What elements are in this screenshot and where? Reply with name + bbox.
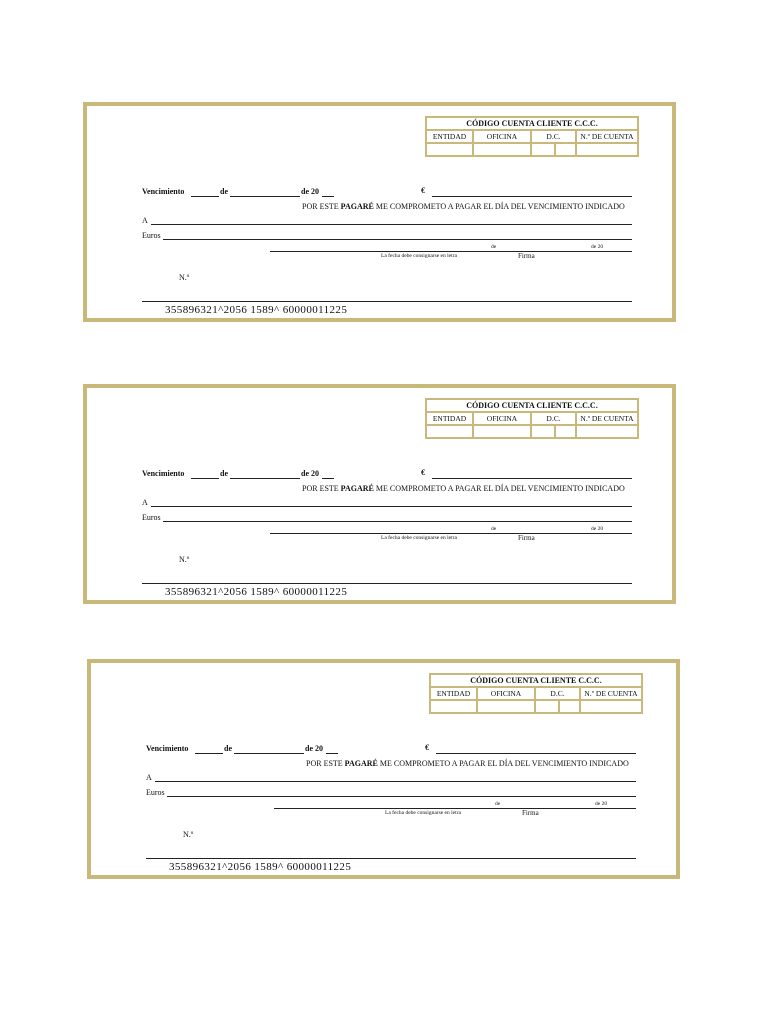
vencimiento-day-line[interactable]	[195, 753, 223, 754]
ccc-title: CÓDIGO CUENTA CLIENTE C.C.C.	[427, 118, 637, 131]
amount-line[interactable]	[432, 196, 632, 197]
ccc-dc-field-2[interactable]	[560, 701, 581, 712]
ccc-cuenta-field[interactable]	[581, 701, 641, 712]
vencimiento-label: Vencimiento	[142, 469, 185, 478]
ccc-header-oficina: OFICINA	[474, 413, 532, 424]
de20-label: de 20	[305, 744, 323, 753]
vencimiento-month-line[interactable]	[234, 753, 304, 754]
numero-label: N.º	[179, 555, 190, 564]
date-de-label: de	[491, 526, 497, 532]
ccc-header-oficina: OFICINA	[474, 131, 532, 142]
ccc-dc-field-2[interactable]	[556, 426, 577, 437]
signature-base-line	[142, 301, 632, 302]
vencimiento-month-line[interactable]	[230, 478, 300, 479]
ccc-table	[425, 398, 639, 439]
numero-label: N.º	[179, 273, 190, 282]
ccc-header-row	[427, 131, 637, 144]
signature-base-line	[146, 858, 636, 859]
ccc-dc-field-2[interactable]	[556, 144, 577, 155]
de20-label: de 20	[301, 469, 319, 478]
euro-symbol: €	[421, 186, 425, 195]
date-de-label: de	[491, 244, 497, 250]
ccc-header-dc: D.C.	[532, 131, 577, 142]
ccc-oficina-field[interactable]	[474, 426, 532, 437]
fecha-note: La fecha debe consignarse en letra	[381, 253, 457, 259]
bank-code-line: 355896321^2056 1589^ 60000011225	[169, 861, 352, 873]
date-line[interactable]	[270, 251, 632, 252]
promise-text: POR ESTE PAGARÉ ME COMPROMETO A PAGAR EL DÍA DEL VENCIMIENTO INDICADO	[302, 484, 625, 493]
promissory-note	[83, 102, 676, 322]
euros-words-line[interactable]	[163, 239, 632, 240]
ccc-oficina-field[interactable]	[478, 701, 536, 712]
de20-label: de 20	[301, 187, 319, 196]
ccc-header-entidad: ENTIDAD	[427, 131, 474, 142]
ccc-header-cuenta: N.º DE CUENTA	[580, 414, 634, 423]
ccc-table	[429, 673, 643, 714]
ccc-header-entidad: ENTIDAD	[427, 413, 474, 424]
euros-label: Euros	[142, 231, 161, 240]
date-de20-label: de 20	[595, 801, 608, 807]
ccc-header-cuenta: N.º DE CUENTA	[580, 132, 634, 141]
ccc-header-row	[427, 413, 637, 426]
vencimiento-label: Vencimiento	[146, 744, 189, 753]
date-de-label: de	[495, 801, 501, 807]
promissory-note	[83, 384, 676, 604]
ccc-dc-field-1[interactable]	[536, 701, 560, 712]
ccc-header-cuenta: N.º DE CUENTA	[584, 689, 638, 698]
firma-label: Firma	[518, 534, 535, 542]
ccc-entidad-field[interactable]	[427, 144, 474, 155]
payee-line[interactable]	[155, 781, 636, 782]
signature-base-line	[142, 583, 632, 584]
fecha-note: La fecha debe consignarse en letra	[385, 810, 461, 816]
euros-words-line[interactable]	[167, 796, 636, 797]
euros-label: Euros	[142, 513, 161, 522]
amount-line[interactable]	[436, 753, 636, 754]
firma-label: Firma	[518, 252, 535, 260]
vencimiento-day-line[interactable]	[191, 196, 219, 197]
bank-code-line: 355896321^2056 1589^ 60000011225	[165, 586, 348, 598]
ccc-title: CÓDIGO CUENTA CLIENTE C.C.C.	[427, 400, 637, 413]
de-label: de	[220, 187, 228, 196]
promise-text: POR ESTE PAGARÉ ME COMPROMETO A PAGAR EL DÍA DEL VENCIMIENTO INDICADO	[302, 202, 625, 211]
ccc-header-entidad: ENTIDAD	[431, 688, 478, 699]
vencimiento-label: Vencimiento	[142, 187, 185, 196]
date-de20-label: de 20	[591, 244, 604, 250]
ccc-title: CÓDIGO CUENTA CLIENTE C.C.C.	[431, 675, 641, 688]
ccc-cuenta-field[interactable]	[577, 426, 637, 437]
promise-text: POR ESTE PAGARÉ ME COMPROMETO A PAGAR EL DÍA DEL VENCIMIENTO INDICADO	[306, 759, 629, 768]
ccc-header-row	[431, 688, 641, 701]
ccc-header-oficina: OFICINA	[478, 688, 536, 699]
date-line[interactable]	[274, 808, 636, 809]
de-label: de	[220, 469, 228, 478]
vencimiento-year-line[interactable]	[326, 753, 338, 754]
ccc-dc-field-1[interactable]	[532, 426, 556, 437]
payee-line[interactable]	[151, 224, 632, 225]
payee-line[interactable]	[151, 506, 632, 507]
euros-label: Euros	[146, 788, 165, 797]
ccc-cuenta-field[interactable]	[577, 144, 637, 155]
euros-words-line[interactable]	[163, 521, 632, 522]
payee-label: A	[142, 498, 148, 507]
euro-symbol: €	[421, 468, 425, 477]
numero-label: N.º	[183, 830, 194, 839]
fecha-note: La fecha debe consignarse en letra	[381, 535, 457, 541]
vencimiento-year-line[interactable]	[322, 196, 334, 197]
ccc-entry-row	[431, 701, 641, 712]
bank-code-line: 355896321^2056 1589^ 60000011225	[165, 304, 348, 316]
ccc-entry-row	[427, 144, 637, 155]
payee-label: A	[146, 773, 152, 782]
ccc-entry-row	[427, 426, 637, 437]
ccc-table	[425, 116, 639, 157]
ccc-dc-field-1[interactable]	[532, 144, 556, 155]
date-line[interactable]	[270, 533, 632, 534]
ccc-header-dc: D.C.	[536, 688, 581, 699]
ccc-oficina-field[interactable]	[474, 144, 532, 155]
ccc-entidad-field[interactable]	[427, 426, 474, 437]
vencimiento-day-line[interactable]	[191, 478, 219, 479]
ccc-header-dc: D.C.	[532, 413, 577, 424]
ccc-entidad-field[interactable]	[431, 701, 478, 712]
promissory-note	[87, 659, 680, 879]
vencimiento-month-line[interactable]	[230, 196, 300, 197]
vencimiento-year-line[interactable]	[322, 478, 334, 479]
firma-label: Firma	[522, 809, 539, 817]
de-label: de	[224, 744, 232, 753]
payee-label: A	[142, 216, 148, 225]
amount-line[interactable]	[432, 478, 632, 479]
date-de20-label: de 20	[591, 526, 604, 532]
euro-symbol: €	[425, 743, 429, 752]
